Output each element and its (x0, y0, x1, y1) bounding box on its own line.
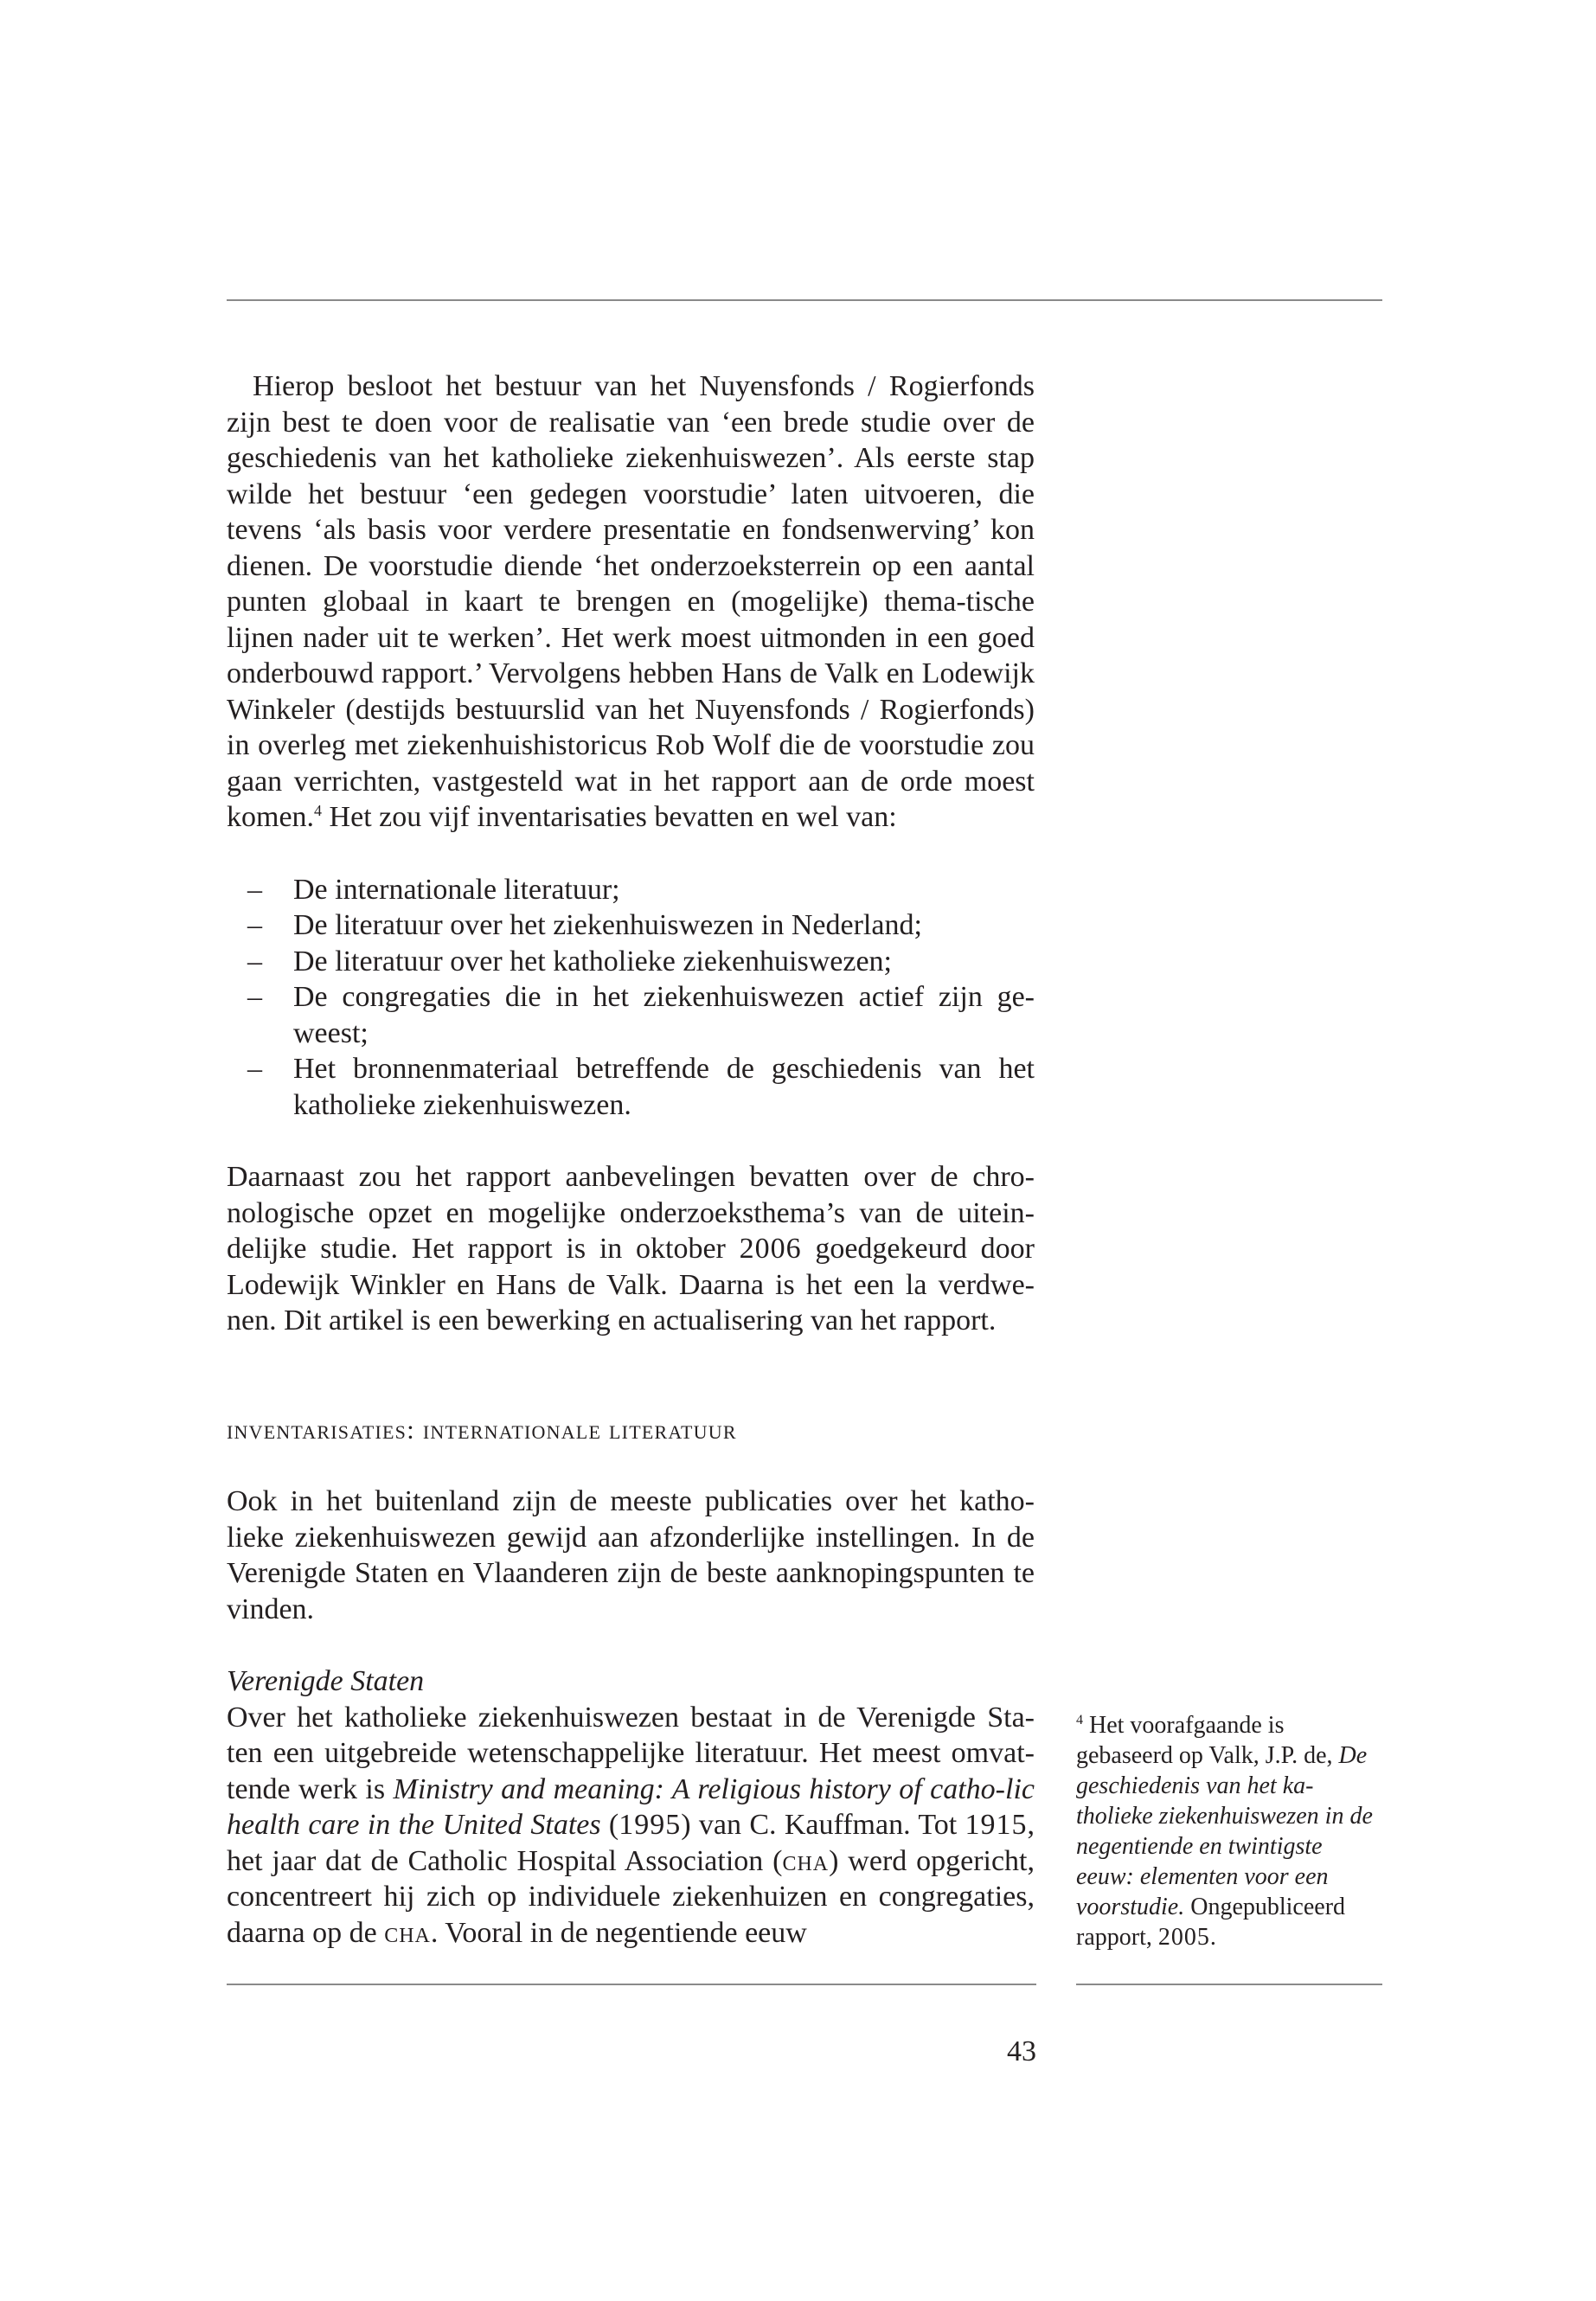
paragraph-4: Over het katholieke ziekenhuiswezen bestaat in de Verenigde Sta-ten een uitgebreide wetenschappelijke literatuur. Het meest omvat-tende werk is Ministry and meaning: A religious history of catho-lic health care in the United States (1995) van C. Kauffman. Tot 1915, het jaar dat de Catholic Hospital Association (cha) werd opgericht, concentreert hij zich op individuele ziekenhuizen en congregaties, daarna op de cha. Vooral in de negentiende eeuw (227, 1701, 1035, 1949)
paragraph-2: Daarnaast zou het rapport aanbevelingen bevatten over de chro-nologische opzet en mogelijke onderzoeksthema’s van de uitein-delijke studie. Het rapport is in oktober 2006 goedgekeurd door Lodewijk Winkler en Hans de Valk. Daarna is het een la verdwe-nen. Dit artikel is een bewerking en actualisering van het rapport. (227, 1161, 1035, 1336)
year: 1915 (965, 1809, 1028, 1841)
main-text-column (227, 369, 1035, 1951)
dash-bullet-icon: – (247, 945, 262, 977)
dash-bullet-icon: – (247, 981, 262, 1013)
footer-rule-notes (1076, 1984, 1382, 1985)
footer-rule-main (227, 1984, 1036, 1985)
inventory-list (227, 872, 1035, 1124)
year: 2005 (1157, 1924, 1210, 1951)
section-heading: inventarisaties: internationale literatuur (227, 1413, 737, 1445)
page-number: 43 (1007, 2035, 1036, 2067)
paragraph-1-text-end: Het zou vijf inventarisaties bevatten en wel van: (322, 801, 897, 833)
dash-bullet-icon: – (247, 873, 262, 906)
paragraph-1-text: Hierop besloot het bestuur van het Nuyensfonds / Rogierfonds zijn best te doen voor de realisatie van ‘een brede studie over de geschiedenis van het katholieke ziekenhuiswezen’. Als eerste stap wilde het bestuur ‘een gedegen voorstudie’ laten uitvoeren, die tevens ‘als basis voor verdere presentatie en fondsenwerving’ kon dienen. De voorstudie diende ‘het onderzoeksterrein op een aantal punten globaal in kaart te brengen en (mogelijke) thema-tische lijnen nader uit te werken’. Het werk moest uitmonden in een goed onderbouwd rapport.’ Vervolgens hebben Hans de Valk en Lodewijk Winkeler (destijds bestuurslid van het Nuyensfonds / Rogierfonds) in overleg met ziekenhuishistoricus Rob Wolf die de voorstudie zou gaan verrichten, vastgesteld wat in het rapport aan de orde moest komen. (227, 370, 1035, 833)
header-rule (227, 299, 1382, 301)
abbreviation: cha (384, 1916, 431, 1949)
abbreviation: cha (782, 1844, 830, 1877)
dash-bullet-icon: – (247, 909, 262, 941)
list-item: – De congregaties die in het ziekenhuiswezen actief zijn ge-weest; (247, 981, 1035, 1049)
list-item: – Het bronnenmateriaal betreffende de geschiedenis van het katholieke ziekenhuiswezen. (247, 1053, 1035, 1121)
book-title: Ministry and meaning: A religious history of catho-lic health care in the United States (227, 1772, 1035, 1841)
paragraph-3: Ook in het buitenland zijn de meeste publicaties over het katho-lieke ziekenhuiswezen gewijd aan afzonderlijke instellingen. In de Verenigde Staten en Vlaanderen zijn de beste aanknopingspunten te vinden. (227, 1485, 1035, 1625)
list-item: – De literatuur over het katholieke ziekenhuiswezen; (227, 944, 1035, 980)
footnote-number: 4 (1076, 1713, 1083, 1727)
subheading: Verenigde Staten (227, 1665, 425, 1697)
list-item: – De internationale literatuur; (227, 872, 1035, 908)
year: 2006 (739, 1233, 802, 1265)
year: 1995 (619, 1809, 682, 1841)
footnote-reference[interactable]: 4 (314, 802, 323, 819)
footnote: $^4$ Het voorafgaande is gebaseerd op Valk, J.P. de, De geschiedenis van het ka-tholieke ziekenhuiswezen in de negentiende en twintigste eeuw: elementen voor een voorstudie. Ongepubliceerd rapport, 2005. (1076, 1712, 1373, 1951)
paragraph-1 (227, 369, 1035, 836)
list-item: – De literatuur over het ziekenhuiswezen in Nederland; (227, 907, 1035, 944)
dash-bullet-icon: – (247, 1053, 262, 1085)
footnote-title: De geschiedenis van het ka-tholieke ziekenhuiswezen in de negentiende en twintigste eeuw: elementen voor een voorstudie. (1076, 1742, 1373, 1920)
